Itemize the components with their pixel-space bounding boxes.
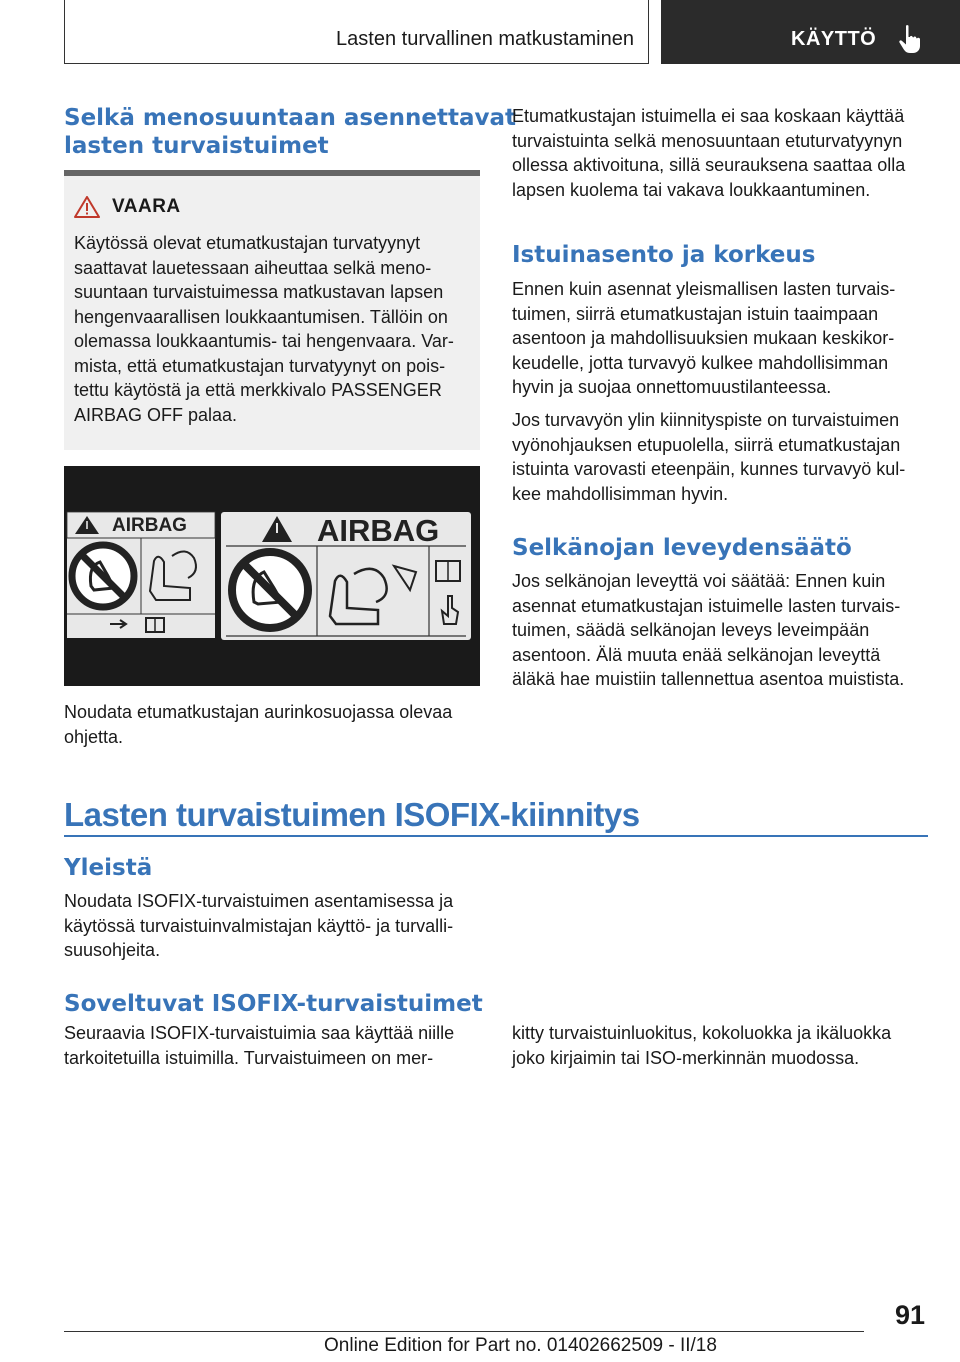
text-line: käytössä turvaistuinvalmistajan käyttö- ja turvalli‐ — [64, 915, 454, 936]
text-line: hengenvaarallisen loukkaantumisen. Tällöin on — [74, 306, 448, 327]
general-paragraph — [64, 889, 484, 963]
text-line: Noudata etumatkustajan aurinkosuojassa olevaa — [64, 702, 453, 722]
chapter-tab-label: KÄYTTÖ — [791, 28, 877, 50]
text-line: ohjetta. — [64, 726, 124, 747]
section-rule — [64, 835, 928, 837]
text-line: Noudata ISOFIX-turvaistuimen asentamisessa ja — [64, 891, 454, 911]
text-line: mista, että etumatkustajan turvatyynyt on pois‐ — [74, 355, 446, 376]
airbag-label-small: AIRBAG — [112, 515, 187, 536]
suitable-paragraph-right — [512, 1021, 932, 1070]
text-line: suuntaan turvaistuimessa matkustavan lapsen — [74, 282, 444, 302]
text-line: Käytössä olevat etumatkustajan turvatyynyt — [74, 233, 421, 253]
text-line: vyönohjauksen etupuolella, siirrä etumatkustajan — [512, 434, 901, 455]
text-line: olemassa loukkaantumis- tai hengenvaara. Var‐ — [74, 331, 454, 351]
page-number: 91 — [895, 1300, 926, 1330]
airbag-label-image — [64, 466, 480, 686]
text-line: asennat etumatkustajan istuimelle lasten turvais‐ — [512, 595, 901, 616]
section-title: Lasten turvallinen matkustaminen — [336, 28, 634, 50]
airbag-label-large: AIRBAG — [317, 513, 440, 548]
footer-rule — [64, 1331, 864, 1332]
text-line: tettu käytöstä ja että merkkivalo PASSENGER — [74, 380, 442, 400]
text-line: äläkä hae muistiin tallennettua asentoa muistista. — [512, 669, 905, 689]
suitable-paragraph-left — [64, 1021, 484, 1070]
text-line: AIRBAG OFF palaa. — [74, 404, 238, 425]
image-caption — [64, 700, 480, 749]
header-section-box — [64, 0, 649, 64]
text-line: joko kirjaimin tai ISO-merkinnän muodossa. — [512, 1047, 860, 1068]
seat-paragraph-2 — [512, 408, 932, 506]
text-line: istuinta varovasti eteenpäin, kunnes turvavyö kul‐ — [512, 459, 906, 479]
text-line: tuimen, siirrä etumatkustajan istuin taaimpaan — [512, 303, 879, 324]
text-line: hyvin ja suojaa onnettomuustilanteessa. — [512, 377, 832, 397]
text-line: tuimen, säädä selkänojan leveys leveimpään — [512, 620, 870, 640]
warning-triangle-icon — [74, 196, 100, 218]
heading-backrest-width: Selkänojan leveydensäätö — [512, 535, 852, 561]
warning-header — [74, 196, 181, 218]
text-line: Etumatkustajan istuimella ei saa koskaan käyttää — [512, 106, 905, 126]
text-line: kitty turvaistuinluokitus, kokoluokka ja ikäluokka — [512, 1023, 892, 1043]
text-line: tarkoitetuilla istuimilla. Turvaistuimeen on mer‐ — [64, 1047, 434, 1068]
text-line: asentoon ja mahdollisuuksien mukaan keskikor‐ — [512, 328, 895, 348]
text-line: Jos turvavyön ylin kiinnityspiste on turvaistuimen — [512, 410, 900, 430]
edition-footer: Online Edition for Part no. 01402662509 - II/18 — [324, 1335, 717, 1356]
text-line: Seuraavia ISOFIX-turvaistuimia saa käyttää niille — [64, 1023, 455, 1043]
text-line: suusohjeita. — [64, 940, 161, 960]
right-intro-paragraph — [512, 104, 932, 202]
heading-line: Selkä menosuuntaan asennettavat — [64, 105, 517, 131]
heading-general: Yleistä — [64, 855, 153, 881]
text-line: saattavat lauetessaan aiheuttaa selkä meno‐ — [74, 257, 432, 278]
text-line: turvaistuinta selkä menosuuntaan etuturvatyynyn — [512, 130, 903, 151]
heading-rear-facing — [64, 104, 516, 160]
text-line: Jos selkänojan leveyttä voi säätää: Ennen kuin — [512, 571, 886, 591]
airbag-labels-illustration — [64, 466, 480, 686]
seat-paragraph-1 — [512, 277, 932, 400]
text-line: Ennen kuin asennat yleismallisen lasten turvais‐ — [512, 279, 896, 299]
pointing-hand-icon — [897, 24, 923, 54]
backrest-paragraph — [512, 569, 932, 692]
text-line: keudelle, jotta turvavyö kulkee mahdollisimman — [512, 352, 889, 373]
text-line: kee mahdollisimman hyvin. — [512, 483, 729, 504]
heading-line: lasten turvaistuimet — [64, 133, 329, 159]
text-line: ollessa aktivoituna, sillä seurauksena saattaa olla — [512, 155, 906, 175]
warning-label: VAARA — [112, 196, 181, 217]
text-line: asentoon. Älä muuta enää selkänojan leveyttä — [512, 644, 881, 665]
heading-suitable-isofix: Soveltuvat ISOFIX-turvaistuimet — [64, 991, 483, 1017]
warning-text — [74, 231, 474, 427]
heading-seat-position: Istuinasento ja korkeus — [512, 242, 816, 268]
text-line: lapsen kuolema tai vakava loukkaantuminen. — [512, 179, 871, 200]
isofix-section-title: Lasten turvaistuimen ISOFIX-kiinnitys — [64, 796, 640, 833]
